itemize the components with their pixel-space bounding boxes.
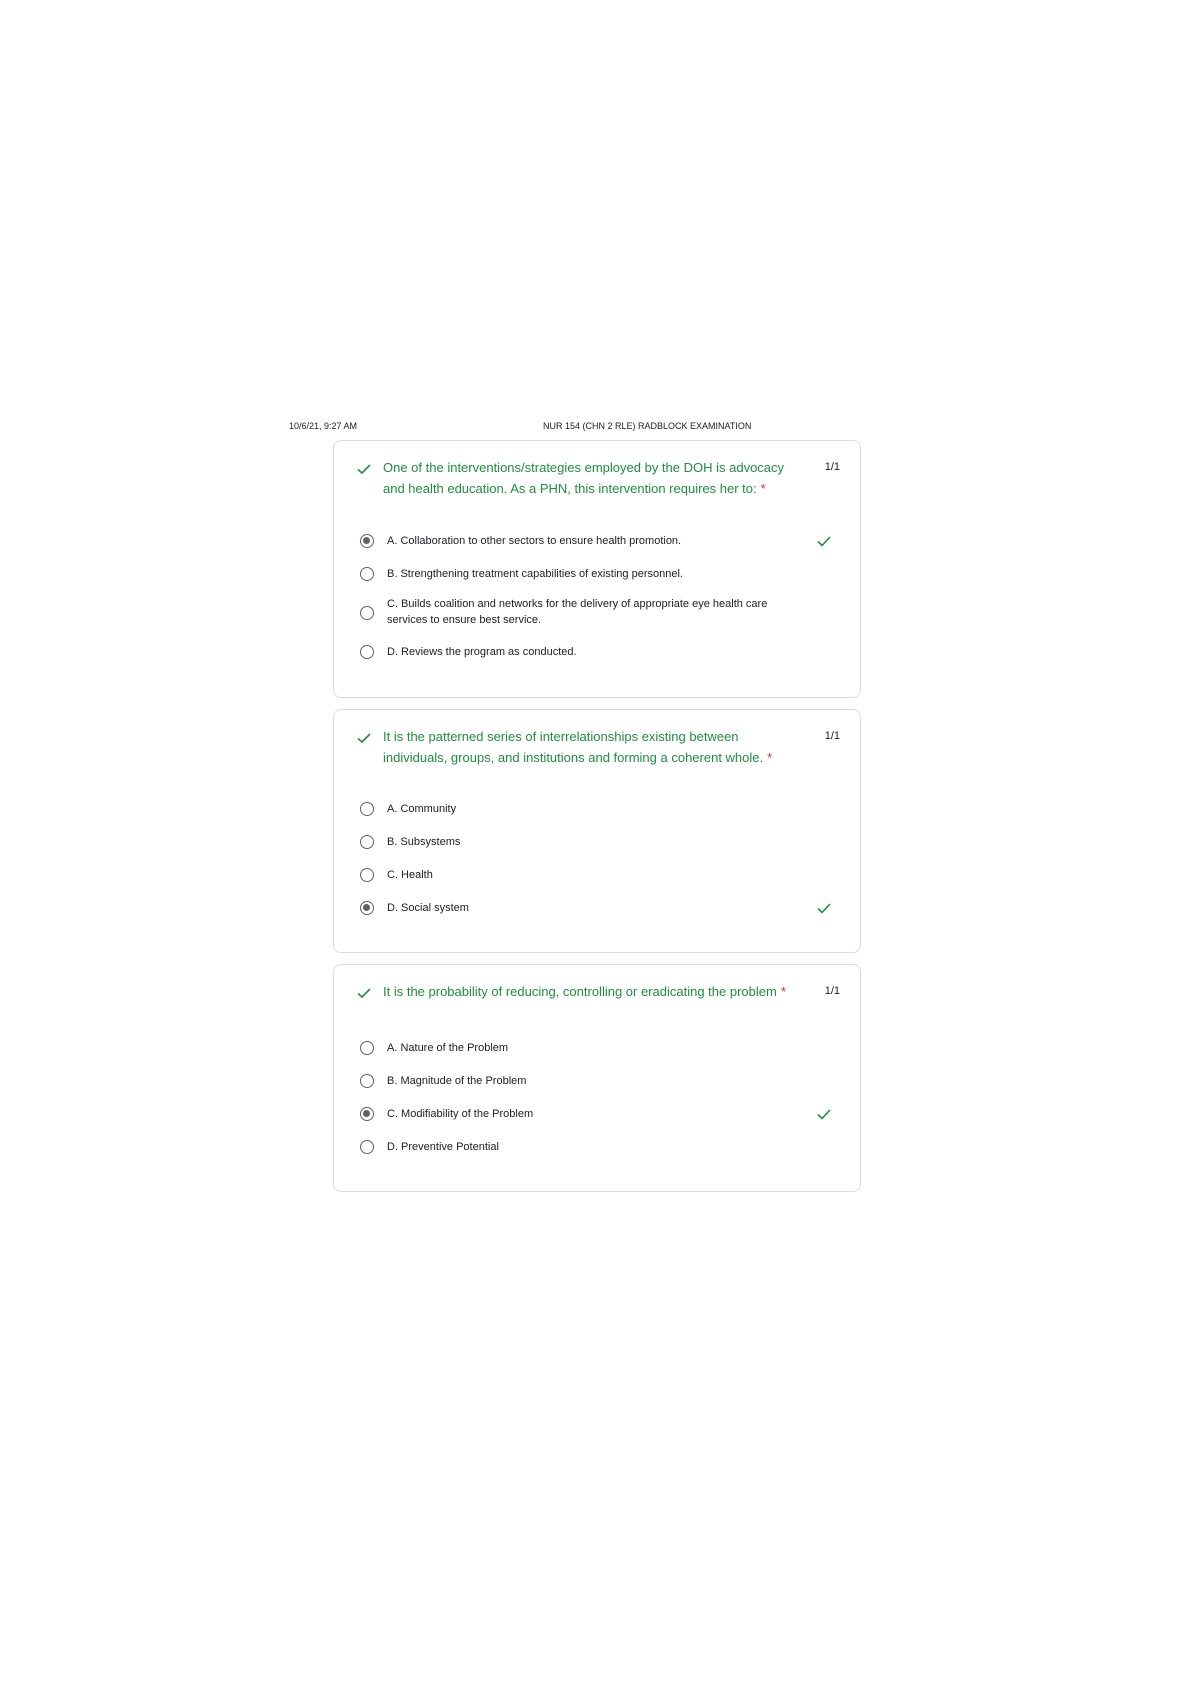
option-label: D. Reviews the program as conducted.	[387, 646, 577, 658]
correct-check-icon	[356, 462, 372, 476]
document-title: NUR 154 (CHN 2 RLE) RADBLOCK EXAMINATION	[543, 421, 752, 431]
answer-option[interactable]	[360, 865, 840, 889]
option-label: B. Strengthening treatment capabilities of existing personnel.	[387, 568, 683, 580]
radio-unselected[interactable]	[360, 567, 374, 581]
option-label: C. Health	[387, 869, 433, 881]
radio-selected[interactable]	[360, 901, 374, 915]
option-label: B. Subsystems	[387, 836, 461, 848]
radio-unselected[interactable]	[360, 606, 374, 620]
question-score: 1/1	[824, 730, 840, 742]
question-prompt: One of the interventions/strategies employed by the DOH is advocacy and health education. As a PHN, this intervention requires her to:	[383, 460, 785, 496]
correct-check-icon	[356, 731, 372, 745]
required-asterisk: *	[760, 480, 766, 496]
option-label: D. Preventive Potential	[387, 1141, 499, 1153]
option-label: A. Nature of the Problem	[387, 1042, 509, 1054]
answer-option[interactable]	[360, 642, 840, 666]
answer-option[interactable]	[360, 531, 840, 555]
answer-option[interactable]	[360, 1071, 840, 1095]
question-text	[383, 727, 803, 768]
question-text	[383, 458, 803, 499]
radio-unselected[interactable]	[360, 1041, 374, 1055]
option-label: C. Modifiability of the Problem	[387, 1108, 534, 1120]
answer-option[interactable]	[360, 1038, 840, 1062]
question-text	[383, 982, 823, 1003]
question-card	[333, 440, 861, 698]
radio-unselected[interactable]	[360, 802, 374, 816]
radio-selected[interactable]	[360, 534, 374, 548]
correct-check-icon	[816, 1108, 832, 1121]
answer-option[interactable]	[360, 564, 840, 588]
question-score: 1/1	[824, 985, 840, 997]
radio-unselected[interactable]	[360, 1074, 374, 1088]
option-label: A. Collaboration to other sectors to ensure health promotion.	[387, 535, 682, 547]
answer-option[interactable]	[360, 596, 840, 636]
print-date: 10/6/21, 9:27 AM	[289, 421, 358, 431]
correct-check-icon	[816, 902, 832, 915]
question-prompt: It is the probability of reducing, controlling or eradicating the problem	[383, 984, 777, 999]
answer-option[interactable]	[360, 832, 840, 856]
radio-unselected[interactable]	[360, 645, 374, 659]
correct-check-icon	[356, 986, 372, 1000]
option-label: A. Community	[387, 803, 457, 815]
radio-selected[interactable]	[360, 1107, 374, 1121]
question-card	[333, 709, 861, 953]
question-prompt: It is the patterned series of interrelationships existing between individuals, groups, and institutions and forming a coherent whole.	[383, 729, 764, 765]
answer-option[interactable]	[360, 898, 840, 922]
print-header	[0, 421, 1190, 435]
option-label: B. Magnitude of the Problem	[387, 1075, 527, 1087]
answer-option[interactable]	[360, 1137, 840, 1161]
question-card	[333, 964, 861, 1192]
answer-option[interactable]	[360, 1104, 840, 1128]
option-label: C. Builds coalition and networks for the delivery of appropriate eye health care services to ensure best service.	[387, 598, 768, 626]
radio-unselected[interactable]	[360, 1140, 374, 1154]
required-asterisk: *	[767, 749, 773, 765]
answer-option[interactable]	[360, 799, 840, 823]
radio-unselected[interactable]	[360, 835, 374, 849]
required-asterisk: *	[780, 984, 786, 999]
question-score: 1/1	[824, 461, 840, 473]
correct-check-icon	[816, 535, 832, 548]
radio-unselected[interactable]	[360, 868, 374, 882]
option-label: D. Social system	[387, 902, 469, 914]
